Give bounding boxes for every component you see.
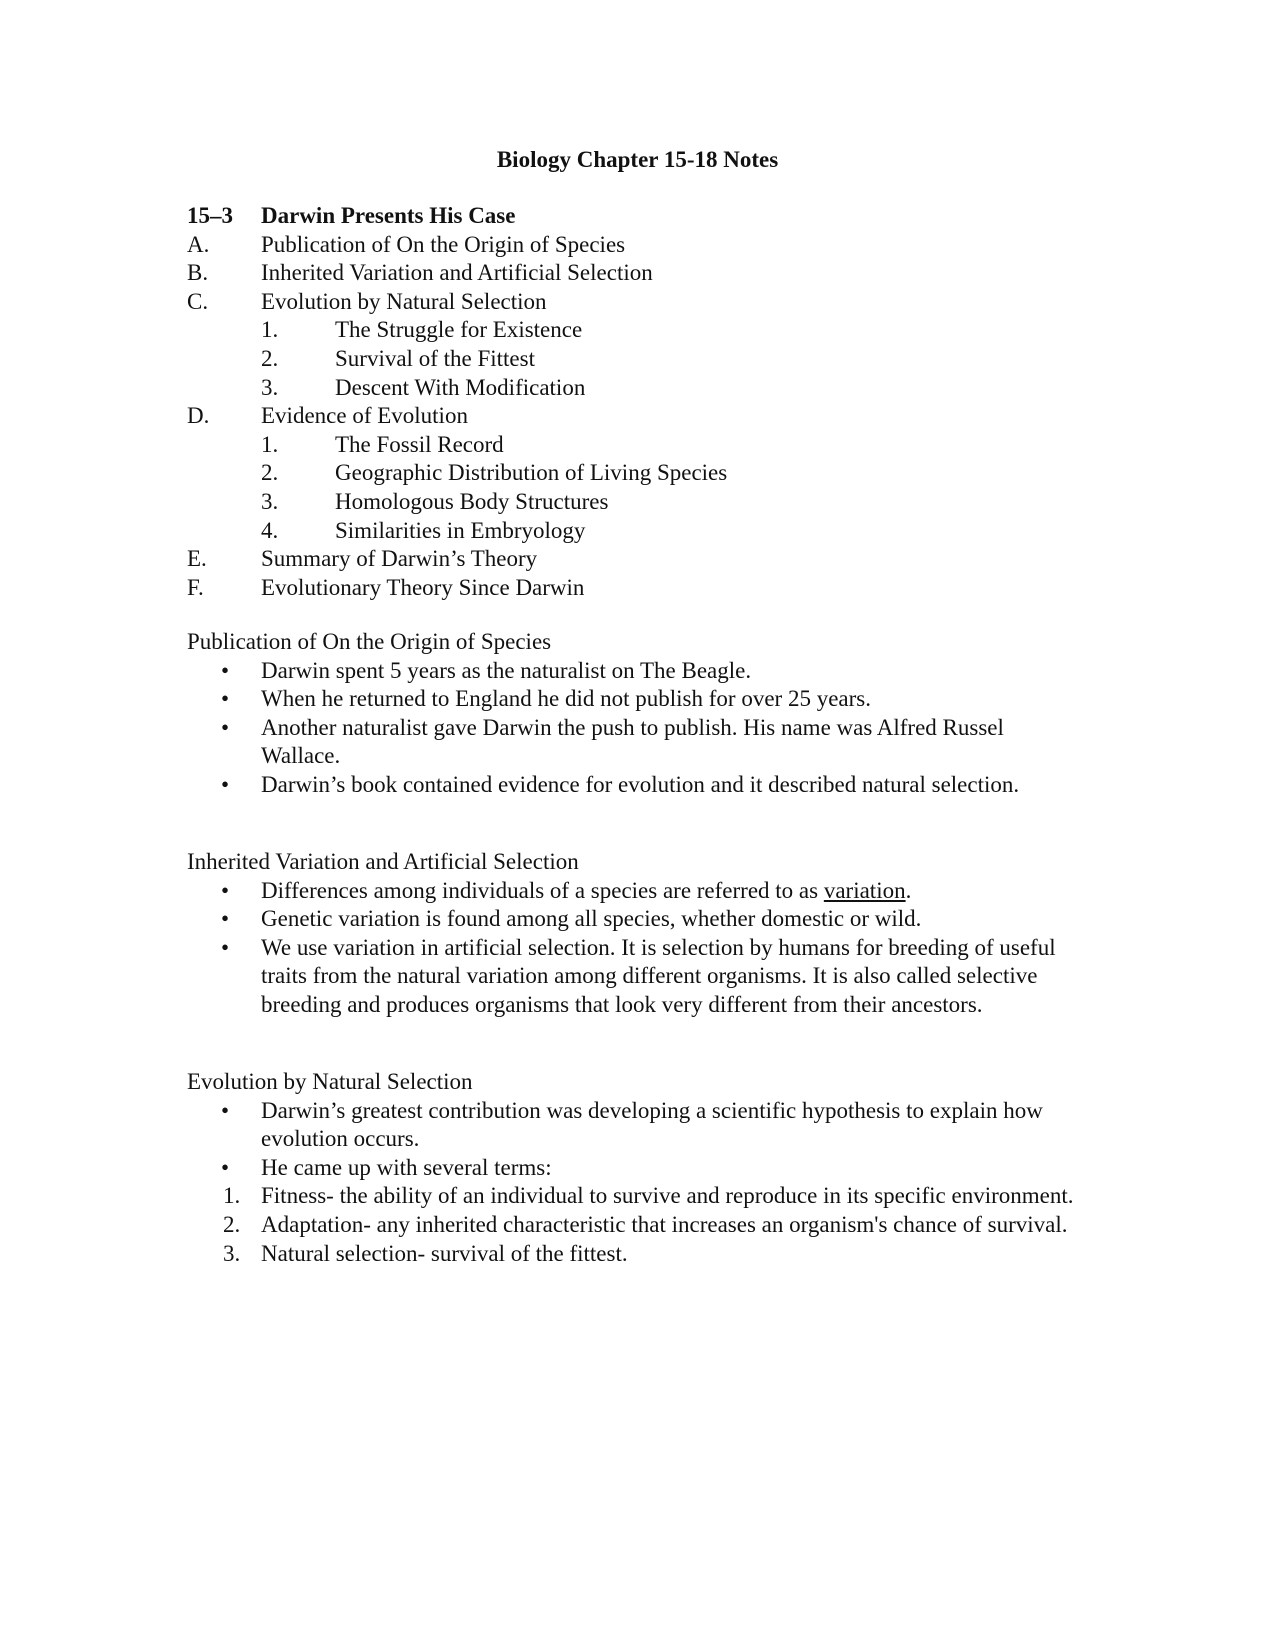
bullet-icon: • <box>221 657 230 683</box>
outline-text: Similarities in Embryology <box>335 517 586 543</box>
outline-text: Geographic Distribution of Living Species <box>335 460 728 486</box>
outline-subitem <box>187 374 1087 403</box>
bullet-text: Another naturalist gave Darwin the push to publish. His name was Alfred Russel Wallace. <box>261 714 1004 769</box>
bullet-item <box>187 685 1087 714</box>
outline-subitem <box>187 316 1087 345</box>
outline-text: Evolutionary Theory Since Darwin <box>261 574 585 600</box>
bullet-icon: • <box>221 1154 230 1180</box>
outline-text: Evidence of Evolution <box>261 403 468 429</box>
numbered-item <box>187 1182 1087 1211</box>
outline-label: 4. <box>261 517 279 543</box>
bullet-text: Genetic variation is found among all species, whether domestic or wild. <box>261 906 922 932</box>
outline-item <box>187 231 1087 260</box>
outline-label: 3. <box>261 488 279 514</box>
bullet-item <box>187 934 1087 1020</box>
outline-text: The Struggle for Existence <box>335 317 583 343</box>
bullet-icon: • <box>221 877 230 903</box>
outline-text: Evolution by Natural Selection <box>261 288 547 314</box>
outline-text: Survival of the Fittest <box>335 345 535 371</box>
bullet-icon: • <box>221 771 230 797</box>
bullet-icon: • <box>221 906 230 932</box>
underlined-term: variation <box>823 877 906 903</box>
numbered-text: Fitness- the ability of an individual to survive and reproduce in its specific environment. <box>261 1183 1074 1209</box>
bullet-icon: • <box>221 686 230 712</box>
numbered-item <box>187 1211 1087 1240</box>
number-label: 3. <box>223 1240 241 1266</box>
outline-label: F. <box>187 574 204 600</box>
outline-subitem <box>187 459 1087 488</box>
bullet-item <box>187 1097 1087 1154</box>
outline-item <box>187 288 1087 317</box>
section-variation <box>187 848 1087 1020</box>
bullet-text: We use variation in artificial selection. It is selection by humans for breeding of useful traits from the natural variation among different organisms. It is also called selective breeding and produces organisms that look very different from their ancestors. <box>261 934 1056 1017</box>
bullet-item <box>187 905 1087 934</box>
bullet-icon: • <box>221 934 230 960</box>
bullet-item <box>187 657 1087 686</box>
outline-label: 1. <box>261 431 279 457</box>
outline-subitem <box>187 488 1087 517</box>
section-publication <box>187 628 1087 800</box>
outline-text: Descent With Modification <box>335 374 586 400</box>
bullet-item <box>187 771 1087 800</box>
outline-text: Inherited Variation and Artificial Selection <box>261 260 653 286</box>
outline-label: E. <box>187 546 207 572</box>
bullet-icon: • <box>221 714 230 740</box>
bullet-item <box>187 714 1087 771</box>
outline-item <box>187 545 1087 574</box>
bullet-text: Darwin’s book contained evidence for evolution and it described natural selection. <box>261 771 1020 797</box>
outline-subitem <box>187 345 1087 374</box>
section-heading: Publication of On the Origin of Species <box>187 629 552 654</box>
outline-text: Homologous Body Structures <box>335 488 609 514</box>
bullet-text: Darwin’s greatest contribution was developing a scientific hypothesis to explain how evolution occurs. <box>261 1097 1043 1152</box>
outline-label: 3. <box>261 374 279 400</box>
numbered-text: Natural selection- survival of the fittest. <box>261 1240 628 1266</box>
numbered-item <box>187 1240 1087 1269</box>
outline-label: 2. <box>261 460 279 486</box>
numbered-text: Adaptation- any inherited characteristic that increases an organism's chance of survival. <box>261 1211 1068 1237</box>
outline-heading-title: Darwin Presents His Case <box>261 203 516 228</box>
bullet-icon: • <box>221 1097 230 1123</box>
outline-label: D. <box>187 403 210 429</box>
section-heading: Evolution by Natural Selection <box>187 1069 473 1094</box>
chapter-outline <box>187 202 1087 602</box>
bullet-text: Darwin spent 5 years as the naturalist on The Beagle. <box>261 657 752 683</box>
bullet-text-end: . <box>905 877 912 903</box>
number-label: 1. <box>223 1183 241 1209</box>
outline-label: C. <box>187 288 209 314</box>
document-title: Biology Chapter 15-18 Notes <box>496 147 779 172</box>
outline-text: Summary of Darwin’s Theory <box>261 546 538 572</box>
bullet-item <box>187 877 1087 906</box>
outline-subitem <box>187 517 1087 546</box>
bullet-text: He came up with several terms: <box>261 1154 552 1180</box>
bullet-item <box>187 1154 1087 1183</box>
outline-item <box>187 574 1087 603</box>
outline-heading-number: 15–3 <box>187 203 233 228</box>
outline-text: The Fossil Record <box>335 431 504 457</box>
outline-item <box>187 259 1087 288</box>
outline-item <box>187 402 1087 431</box>
section-natural-selection <box>187 1068 1087 1268</box>
bullet-text: When he returned to England he did not publish for over 25 years. <box>261 686 871 712</box>
number-label: 2. <box>223 1211 241 1237</box>
outline-label: B. <box>187 260 209 286</box>
section-heading: Inherited Variation and Artificial Selection <box>187 849 579 874</box>
outline-label: A. <box>187 231 210 257</box>
bullet-text: Differences among individuals of a species are referred to as <box>261 877 824 903</box>
outline-subitem <box>187 431 1087 460</box>
outline-text: Publication of On the Origin of Species <box>261 231 626 257</box>
outline-label: 2. <box>261 345 279 371</box>
outline-heading <box>187 202 1087 231</box>
outline-label: 1. <box>261 317 279 343</box>
